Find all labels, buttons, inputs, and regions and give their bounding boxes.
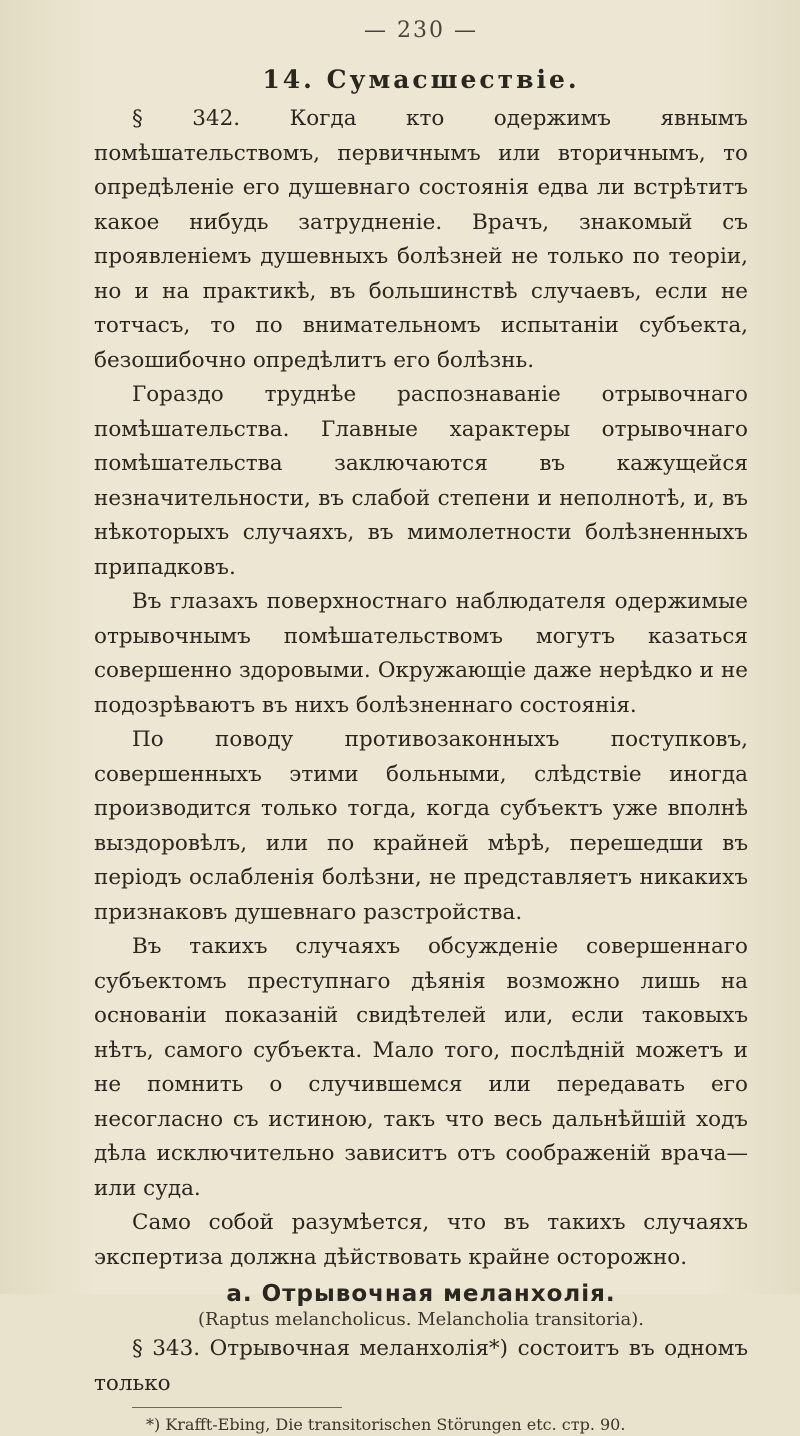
paragraph-343: § 343. Отрывочная меланхолія*) состоитъ въ одномъ только: [94, 1336, 748, 1396]
page-number: — 230 —: [364, 18, 478, 43]
latin-note: (Raptus melancholicus. Melancholia transitoria).: [198, 1309, 644, 1330]
paragraph-expertise: Само собой разумѣется, что въ такихъ случаяхъ экспертиза должна дѣйствовать крайне осторожно.: [94, 1210, 748, 1270]
footnote: *) Krafft-Ebing, Die transitorischen Störungen etc. стр. 90.: [146, 1415, 626, 1434]
paragraph-testimony: Въ такихъ случаяхъ обсужденіе совершеннаго субъектомъ преступнаго дѣянія возможно лишь на основаніи показаній свидѣтелей или, если таковыхъ нѣтъ, самого субъекта. Мало того, послѣдній можетъ и не помнить о случившемся или передавать его несогласно съ истиною, такъ что весь дальнѣйшій ходъ дѣла исключительно зависитъ отъ соображеній врача—или суда.: [94, 934, 748, 1201]
section-title: 14. Сумасшествіе.: [262, 65, 580, 94]
paragraph-observer: Въ глазахъ поверхностнаго наблюдателя одержимые отрывочнымъ помѣшательствомъ могутъ казаться совершенно здоровыми. Окружающіе даже нерѣдко и не подозрѣваютъ въ нихъ болѣзненнаго состоянія.: [94, 589, 748, 718]
footnote-divider: [132, 1407, 342, 1408]
paragraph-partial-insanity: Гораздо труднѣе распознаваніе отрывочнаго помѣшательства. Главные характеры отрывочнаго помѣшательства заключаются въ кажущейся незначительности, въ слабой степени и неполнотѣ, и, въ нѣкоторыхъ случаяхъ, въ мимолетности болѣзненныхъ припадковъ.: [94, 382, 748, 580]
paragraph-342: § 342. Когда кто одержимъ явнымъ помѣшательствомъ, первичнымъ или вторичнымъ, то опредѣленіе его душевнаго состоянія едва ли встрѣтитъ какое нибудь затрудненіе. Врачъ, знакомый съ проявленіемъ душевныхъ болѣзней не только по теоріи, но и на практикѣ, въ большинствѣ случаевъ, если не тотчасъ, то по внимательномъ испытаніи субъекта, безошибочно опредѣлитъ его болѣзнь.: [94, 106, 748, 373]
paragraph-investigation: По поводу противозаконныхъ поступковъ, совершенныхъ этими больными, слѣдствіе иногда производится только тогда, когда субъектъ уже вполнѣ выздоровѣлъ, или по крайней мѣрѣ, перешедши въ періодъ ослабленія болѣзни, не представляетъ никакихъ признаковъ душевнаго разстройства.: [94, 727, 748, 925]
subsection-title: a. Отрывочная меланхолія.: [226, 1281, 616, 1307]
